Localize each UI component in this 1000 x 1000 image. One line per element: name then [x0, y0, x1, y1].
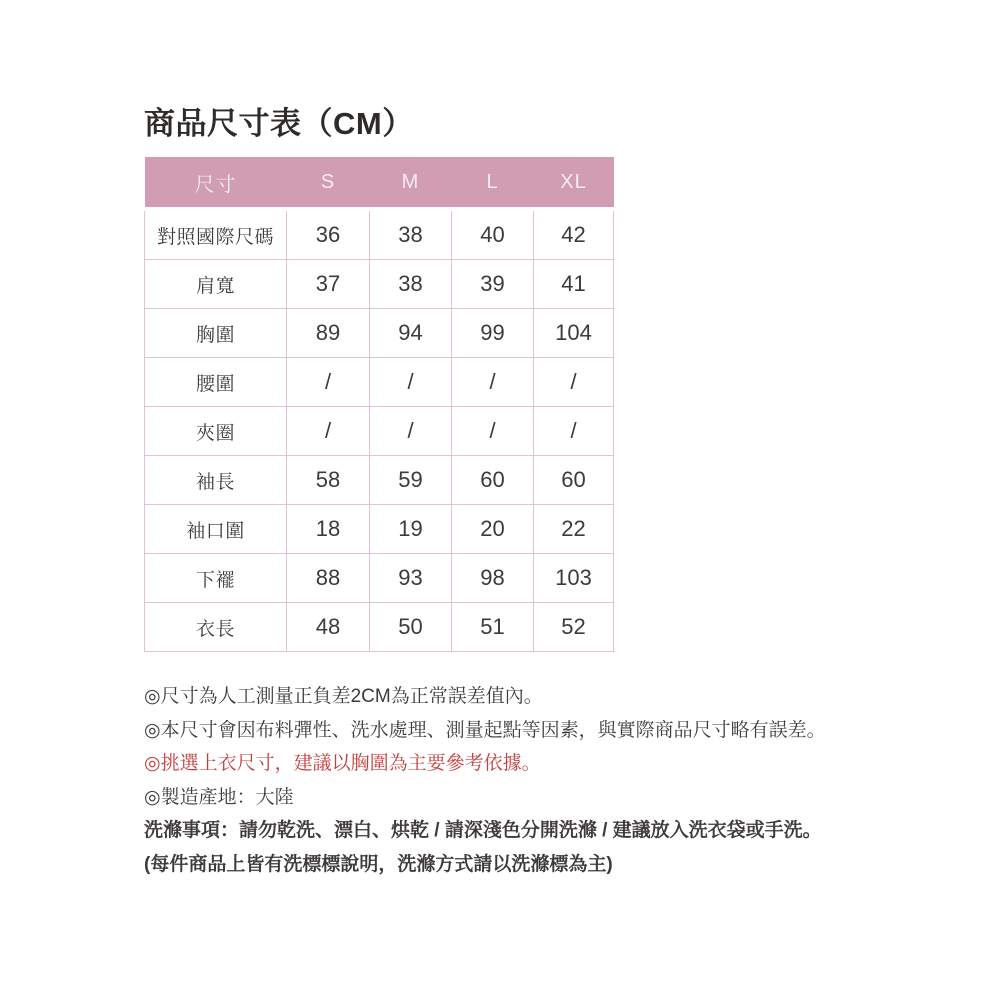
size-table-row-label: 肩寬	[145, 260, 287, 309]
table-row	[145, 260, 614, 309]
size-table-row-label: 腰圍	[145, 358, 287, 407]
size-table-cell: 93	[370, 554, 452, 603]
size-table-cell: 19	[370, 505, 452, 554]
table-row	[145, 603, 614, 652]
size-table-cell: /	[534, 407, 614, 456]
table-row	[145, 309, 614, 358]
size-table-cell: 98	[452, 554, 534, 603]
size-table-cell: 60	[534, 456, 614, 505]
table-row	[145, 209, 614, 260]
size-table-cell: 103	[534, 554, 614, 603]
size-table-cell: 38	[370, 209, 452, 260]
size-table-cell: 58	[287, 456, 370, 505]
size-table-cell: 104	[534, 309, 614, 358]
size-table-row-label: 下襬	[145, 554, 287, 603]
size-table-header-size-l: L	[452, 157, 534, 209]
size-table-cell: 39	[452, 260, 534, 309]
note-chest-reference: ◎挑選上衣尺寸，建議以胸圍為主要參考依據。	[144, 753, 541, 775]
size-table-header-size-xl: XL	[534, 157, 614, 209]
size-table-cell: /	[287, 407, 370, 456]
size-table-cell: 48	[287, 603, 370, 652]
size-chart-page	[144, 107, 904, 881]
size-table-cell: /	[287, 358, 370, 407]
size-table-cell: 88	[287, 554, 370, 603]
note-origin: ◎製造產地：大陸	[144, 786, 294, 808]
size-table-row-label: 胸圍	[145, 309, 287, 358]
size-table-row-label: 夾圈	[145, 407, 287, 456]
size-table	[144, 157, 614, 652]
note-wash-label: (每件商品上皆有洗標標說明，洗滌方式請以洗滌標為主)	[144, 853, 613, 875]
size-table-cell: 41	[534, 260, 614, 309]
size-table-cell: /	[370, 358, 452, 407]
note-washing-instructions: 洗滌事項：請勿乾洗、漂白、烘乾 / 請深淺色分開洗滌 / 建議放入洗衣袋或手洗。	[144, 820, 822, 842]
table-row	[145, 358, 614, 407]
note-measure-tolerance: ◎尺寸為人工測量正負差2CM為正常誤差值內。	[144, 686, 543, 708]
table-row	[145, 505, 614, 554]
page-title: 商品尺寸表（CM）	[144, 106, 414, 141]
size-table-row-label: 袖長	[145, 456, 287, 505]
size-table-cell: /	[452, 407, 534, 456]
size-table-cell: 89	[287, 309, 370, 358]
notes-section	[144, 680, 904, 881]
table-row	[145, 554, 614, 603]
size-table-cell: 38	[370, 260, 452, 309]
note-fabric-variance: ◎本尺寸會因布料彈性、洗水處理、測量起點等因素，與實際商品尺寸略有誤差。	[144, 719, 826, 741]
size-table-cell: 99	[452, 309, 534, 358]
size-table-cell: /	[452, 358, 534, 407]
size-table-cell: 37	[287, 260, 370, 309]
size-table-header-label: 尺寸	[145, 157, 287, 209]
size-table-cell: 52	[534, 603, 614, 652]
size-table-cell: 22	[534, 505, 614, 554]
size-table-row-label: 對照國際尺碼	[145, 209, 287, 260]
size-table-cell: /	[534, 358, 614, 407]
size-table-header-size-m: M	[370, 157, 452, 209]
size-table-cell: 20	[452, 505, 534, 554]
size-table-header-row	[145, 157, 614, 209]
table-row	[145, 407, 614, 456]
size-table-cell: 18	[287, 505, 370, 554]
table-row	[145, 456, 614, 505]
size-table-row-label: 袖口圍	[145, 505, 287, 554]
size-table-cell: 36	[287, 209, 370, 260]
size-table-cell: 42	[534, 209, 614, 260]
size-table-cell: 50	[370, 603, 452, 652]
size-table-cell: 40	[452, 209, 534, 260]
size-table-cell: 94	[370, 309, 452, 358]
size-table-cell: 59	[370, 456, 452, 505]
size-table-cell: /	[370, 407, 452, 456]
size-table-cell: 60	[452, 456, 534, 505]
size-table-cell: 51	[452, 603, 534, 652]
size-table-row-label: 衣長	[145, 603, 287, 652]
size-table-header-size-s: S	[287, 157, 370, 209]
